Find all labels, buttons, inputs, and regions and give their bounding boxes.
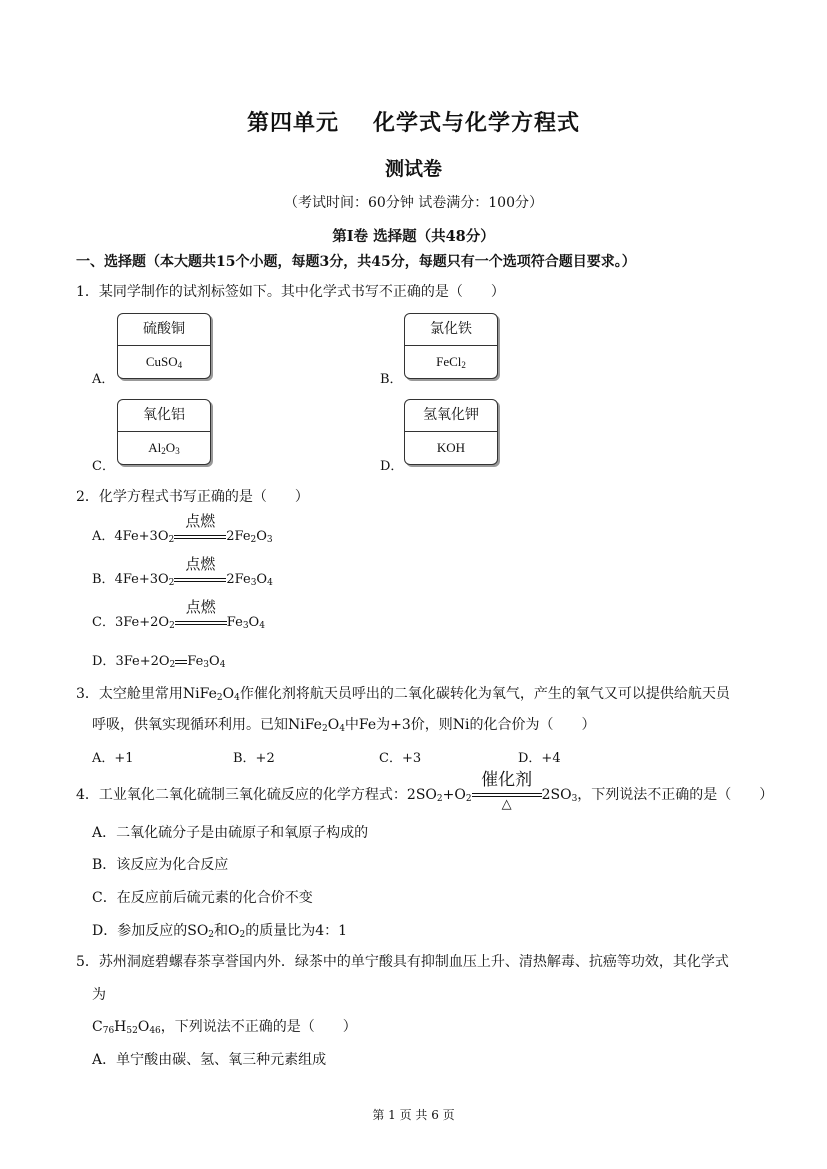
q1-label-a [117, 313, 211, 379]
q1-option-a-letter: A． [92, 372, 115, 387]
q3-option-c: C．+3 [379, 751, 422, 766]
label-formula: CuSO$_4$ [145, 354, 183, 370]
q1-label-b [404, 313, 498, 379]
q4-option-c: C．在反应前后硫元素的化合价不变 [92, 890, 313, 906]
q1-label-d [404, 399, 498, 465]
question-5-line1: 5．苏州洞庭碧螺春茶享誉国内外．绿茶中的单宁酸具有抑制血压上升、清热解毒、抗癌等功效，其化学式 [76, 954, 729, 970]
q3-option-d: D．+4 [518, 751, 561, 766]
q2-option-d: D．$3Fe+2O_2$ $Fe_3O_4$ [92, 654, 226, 670]
q2-option-c: C．$3Fe+2O_2$ 点燃 $Fe_3O_4$ [92, 598, 265, 631]
question-3-line1: 3．太空舱里常用$NiFe_2O_4$作催化剂将航天员呼出的二氧化碳转化为氧气，产生的氧气又可以提供给航天员 [76, 686, 730, 703]
label-formula: FeCl$_2$ [436, 354, 466, 370]
label-formula: $Al_2O_3$ [148, 440, 180, 456]
label-name: 氯化铁 [405, 314, 497, 346]
condition-arrow: 点燃 [174, 572, 226, 587]
label-name: 氧化铝 [118, 400, 210, 432]
q2-option-b: B．$4Fe+3O_2$ 点燃 $2Fe_3O_4$ [92, 555, 273, 588]
q2-option-a: A．$4Fe+3O_2$ 点燃 $2Fe_2O_3$ [92, 512, 273, 545]
question-3-line2: 呼吸，供氧实现循环利用。已知$NiFe_2O_4$中Fe为+3价，则Ni的化合价为（ ） [92, 717, 596, 734]
section-heading: 一、选择题（本大题共15个小题，每题3分，共45分，每题只有一个选项符合题目要求。） [76, 254, 636, 270]
page-footer: 第 1 页 共 6 页 [372, 1108, 455, 1122]
condition-arrow: 点燃 [174, 529, 226, 544]
q1-label-c [117, 399, 211, 465]
q4-option-d: D．参加反应的$SO_2$和$O_2$的质量比为4：1 [92, 923, 348, 940]
q4-option-b: B．该反应为化合反应 [92, 857, 229, 873]
q3-option-a: A．+1 [92, 751, 134, 766]
page-subtitle: 测试卷 [384, 158, 442, 180]
question-5-line3: $C_{76}H_{52}O_{46}$，下列说法不正确的是（ ） [92, 1019, 357, 1036]
condition-arrow: 点燃 [175, 615, 227, 630]
q5-option-a: A．单宁酸由碳、氢、氧三种元素组成 [92, 1052, 327, 1068]
label-name: 硫酸铜 [118, 314, 210, 346]
label-name: 氢氧化钾 [405, 400, 497, 432]
q1-option-b-letter: B． [380, 372, 403, 387]
question-1-stem: 1．某同学制作的试剂标签如下。其中化学式书写不正确的是（ ） [76, 284, 505, 300]
exam-info: （考试时间：60分钟 试卷满分：100分） [284, 195, 543, 211]
catalyst-condition: 催化剂 △ [472, 787, 542, 803]
part-heading: 第Ⅰ卷 选择题（共48分） [332, 228, 495, 245]
label-formula: KOH [436, 440, 466, 455]
q3-option-b: B．+2 [233, 751, 275, 766]
question-4-stem: 4．工业氧化二氧化硫制三氧化硫反应的化学方程式：$2SO_2+O_2$ 催化剂 △ $2SO_3$，下列说法不正确的是（ ） [76, 770, 774, 812]
q1-option-d-letter: D． [380, 459, 404, 474]
question-2-stem: 2．化学方程式书写正确的是（ ） [76, 489, 309, 505]
q4-option-a: A．二氧化硫分子是由硫原子和氧原子构成的 [92, 825, 369, 841]
q1-option-c-letter: C． [92, 459, 115, 474]
page-title: 第四单元 化学式与化学方程式 [246, 110, 581, 136]
question-5-line2: 为 [92, 987, 106, 1003]
